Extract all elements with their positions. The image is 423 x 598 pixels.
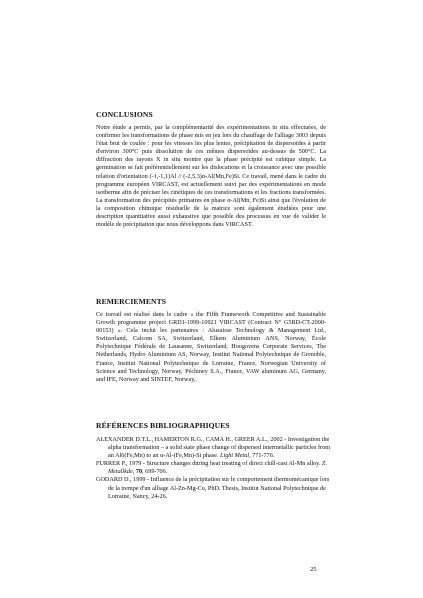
reference-journal: Light Metal: [220, 452, 250, 460]
reference-pages: , 771-776.: [249, 452, 275, 460]
acknowledgements-paragraph: Ce travail est réalisé dans le cadre « the Fifth Framework Competitive and Sustainable Growth programme project GRD1-1999-10921 VIRCAST (Contract N° G5RD-CT-2000-00153) ». Cela inclut les partenaires : Alusuisse Technology & Management Ltd., Switzerland, Calcom SA, Switzerland, Elkem Aluminium ANS, Norway, École Polytechnique Fédérale de Lausanne, Switzerland, Hoogovens Corporate Services, The Netherlands, Hydro Aluminium AS, Norway, Institut National Polytechnique de Grenoble, France, Institut National Polytechnique de Lorraine, France, Norwegian University of Science and Technology, Norway, Péchiney S.A., France, VAW aluminum AG, Germany, and IFE, Norway and SINTEF, Norway,.: [96, 311, 326, 383]
reference-volume: 70: [135, 468, 143, 476]
reference-item: [96, 476, 332, 500]
page-number: 25: [310, 566, 317, 573]
reference-text: GODARD D., 1999 - Influence de la précipitation sur le comportement thermomécanique lors de la trempe d'un alliage Al-Zn-Mg-Cu, PhD. Thesis, Institut National Polytechnique de Lorraine, Nancy, 24-26.: [96, 476, 330, 500]
acknowledgements-heading: REMERCIEMENTS: [96, 297, 167, 306]
reference-item: [96, 436, 332, 460]
references-heading: RÉFÉRENCES BIBLIOGRAPHIQUES: [96, 421, 230, 430]
conclusions-paragraph: Notre étude a permis, par la complémentarité des expérimentations in situ effectuées, de confirmer les transformations de phase mis en jeu lors du chauffage de l'alliage 3003 depuis l'état brut de coulée : pour les vitesses les plus lentes, précipitation de dispersoïdes à partir d'environ 300°C puis dissolution de ces mêmes dispersoïdes au-dessus de 500°C. La diffraction des rayons X in situ montre que la phase précipité est cubique simple. La germination se fait préférentiellement sur les dislocations et la croissance avec une possible relation d'orientation (-1,-1,1)Al // (-2,5,3)α-Al(Mn,Fe)Si. Ce travail, mené dans le cadre du programme européen VIRCAST, est actuellement suivi par des expérimentations en mode isotherme afin de préciser les cinétiques de ces transformations et les fractions transformées. La transformation des précipités primaires en phase α-Al(Mn, Fe)Si ainsi que l'évolution de la composition chimique résiduelle de la matrice sont également étudiées pour une description quantitative aussi exhaustive que possible des processus en vue de valider le modèle de précipitation que nous développons dans VIRCAST.: [96, 124, 326, 229]
reference-journal: Z. Metallkde: [108, 460, 327, 476]
reference-pages: , 699-706.: [142, 468, 168, 476]
references-list: [96, 436, 332, 501]
reference-text: ALEXANDER D.T.L., HAMERTON R.G., CAMA H., GREER A.L., 2002 - Investigation the alpha transformation – a solid state phase change of dispersed intermetallic particles from an Al6(Fe,Mn) to an α-Al-(Fe,Mn)-Si phase.: [96, 436, 330, 460]
conclusions-heading: CONCLUSIONS: [96, 110, 153, 119]
reference-item: FURRER P., 1979 - Structure changes during heat treating of direct chill-cast Al-Mn alloy. Z. Metallkde, 70, 699-706.: [96, 460, 327, 476]
reference-text: FURRER P., 1979 - Structure changes during heat treating of direct chill-cast Al-Mn alloy.: [96, 460, 322, 468]
